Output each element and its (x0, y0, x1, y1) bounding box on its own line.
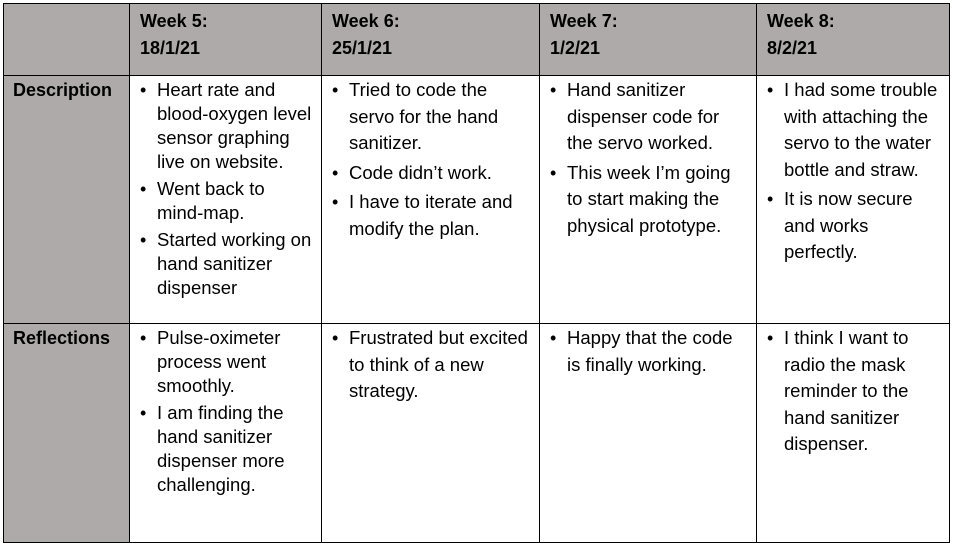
week-title: Week 8: (767, 11, 835, 31)
reflections-week-8 (757, 324, 950, 543)
list-item: • Frustrated but excited to think of a new strategy. (330, 325, 533, 405)
week-title: Week 7: (550, 11, 618, 31)
list-item: • I had some trouble with attaching the servo to the water bottle and straw. (765, 77, 943, 183)
reflections-week-6 (322, 324, 540, 543)
list-item: • I am finding the hand sanitizer dispenser more challenging. (138, 401, 313, 497)
corner-cell (4, 4, 130, 76)
description-week-8 (757, 76, 950, 324)
week-date: 1/2/21 (550, 38, 601, 58)
list-item: • It is now secure and works perfectly. (765, 186, 943, 266)
description-week-6 (322, 76, 540, 324)
list-item: • Code didn’t work. (330, 160, 533, 187)
list-item: • Tried to code the servo for the hand sanitizer. (330, 77, 533, 157)
week-date: 25/1/21 (332, 38, 393, 58)
week-title: Week 5: (140, 11, 208, 31)
week-date: 18/1/21 (140, 38, 201, 58)
description-label: Description (4, 76, 130, 324)
description-week-5 (130, 76, 322, 324)
reflections-week-7 (540, 324, 757, 543)
list-item: • I have to iterate and modify the plan. (330, 189, 533, 242)
list-item: • Hand sanitizer dispenser code for the servo worked. (548, 77, 750, 157)
week-5-header (130, 4, 322, 76)
header-row (4, 4, 950, 76)
description-week-7 (540, 76, 757, 324)
weekly-log-table (3, 3, 950, 543)
list-item: • I think I want to radio the mask reminder to the hand sanitizer dispenser. (765, 325, 943, 458)
list-item: • Went back to mind-map. (138, 177, 313, 225)
reflections-week-5 (130, 324, 322, 543)
week-8-header (757, 4, 950, 76)
list-item: • Heart rate and blood-oxygen level sensor graphing live on website. (138, 78, 313, 174)
list-item: • This week I’m going to start making the physical prototype. (548, 160, 750, 240)
list-item: • Started working on hand sanitizer dispenser (138, 228, 313, 300)
reflections-row (4, 324, 950, 543)
list-item: • Pulse-oximeter process went smoothly. (138, 326, 313, 398)
description-row (4, 76, 950, 324)
week-date: 8/2/21 (767, 38, 818, 58)
week-7-header (540, 4, 757, 76)
list-item: • Happy that the code is finally working. (548, 325, 750, 378)
week-6-header (322, 4, 540, 76)
week-title: Week 6: (332, 11, 400, 31)
reflections-label: Reflections (4, 324, 130, 543)
